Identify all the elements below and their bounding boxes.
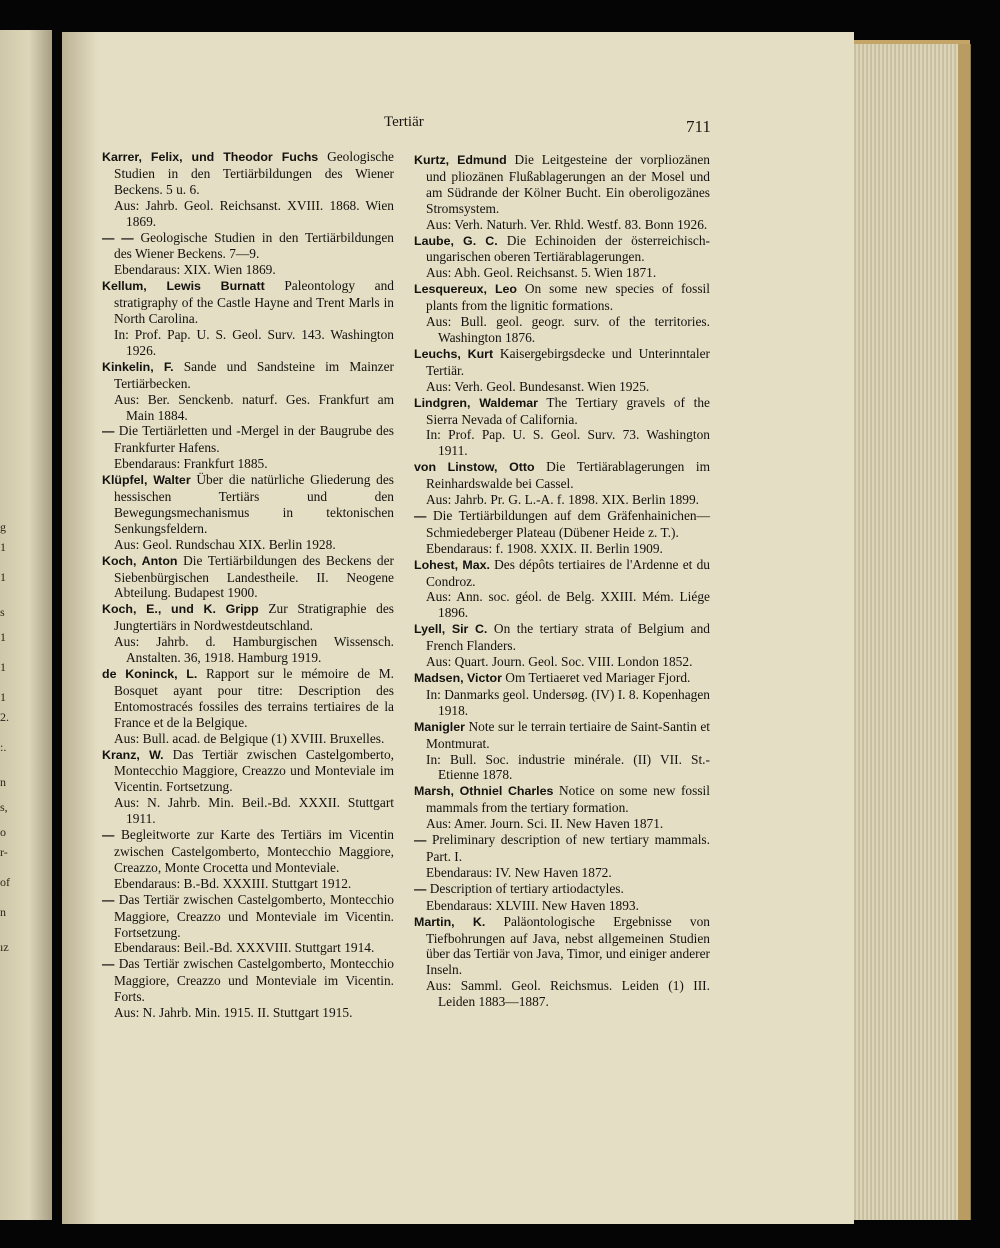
entry-source: Aus: Verh. Naturh. Ver. Rhld. Westf. 83. Bonn 1926.	[426, 216, 708, 232]
entry-title: Die Echinoiden der österreichisch-ungarischen oberen Tertiärablagerungen.	[426, 232, 710, 265]
entry-title: Die Tertiärablagerungen im Reinhardswalde bei Cassel.	[426, 459, 710, 492]
entry-author: Lyell, Sir C.	[414, 622, 488, 637]
entry-main	[102, 666, 394, 731]
entry-title: On the tertiary strata of Belgium and French Flanders.	[426, 621, 710, 654]
entry-main	[102, 359, 394, 392]
bibliography-entry	[414, 459, 710, 508]
entry-author: Martin, K.	[414, 914, 486, 929]
entry-source: In: Prof. Pap. U. S. Geol. Surv. 73. Washington 1911.	[426, 427, 710, 459]
entry-author: Koch, Anton	[102, 553, 178, 568]
bibliography-entry	[102, 892, 394, 957]
entry-main	[102, 747, 394, 796]
entry-author: Kranz, W.	[102, 747, 164, 762]
entry-source: Aus: Geol. Rundschau XIX. Berlin 1928.	[114, 536, 336, 552]
bibliography-entry	[414, 557, 710, 622]
entry-source: Aus: N. Jahrb. Min. Beil.-Bd. XXXII. Stuttgart 1911.	[114, 795, 394, 827]
bibliography-entry	[102, 827, 394, 892]
entry-source: Ebendaraus: Frankfurt 1885.	[114, 456, 268, 472]
entry-source: Aus: N. Jahrb. Min. 1915. II. Stuttgart 1915.	[114, 1005, 353, 1021]
entry-title: Zur Stratigraphie des Jungtertiärs in Nordwestdeutschland.	[114, 601, 394, 634]
previous-page-fragment: o	[0, 825, 6, 839]
entry-title: Geologische Studien in den Tertiärbildungen des Wiener Beckens. 5 u. 6.	[114, 149, 394, 197]
entry-title: Kaisergebirgsdecke und Unterinntaler Tertiär.	[426, 345, 710, 378]
previous-page-fragment: s	[0, 605, 5, 619]
entry-author: — —	[102, 230, 134, 245]
entry-main	[102, 149, 394, 198]
bibliography-entry	[414, 508, 710, 557]
entry-main	[414, 670, 710, 687]
bibliography-entry	[414, 346, 710, 395]
entry-source: Aus: Ber. Senckenb. naturf. Ges. Frankfurt am Main 1884.	[114, 391, 394, 423]
previous-page-fragment: n	[0, 905, 6, 919]
entry-title: Geologische Studien in den Tertiärbildungen des Wiener Beckens. 7—9.	[114, 229, 395, 262]
entry-author: Lesquereux, Leo	[414, 282, 517, 297]
entry-author: —	[414, 881, 427, 896]
bibliography-entry	[102, 359, 394, 424]
entry-title: Paleontology and stratigraphy of the Castle Hayne and Trent Marls in North Carolina.	[114, 278, 394, 327]
entry-main	[414, 459, 710, 492]
running-header-title: Tertiär	[384, 114, 424, 130]
bibliography-entry	[102, 956, 394, 1021]
entry-main	[414, 152, 710, 217]
bibliography-entry	[414, 395, 710, 460]
entry-source: Aus: Samml. Geol. Reichsmus. Leiden (1) III. Leiden 1883—1887.	[426, 978, 710, 1010]
bibliography-entry	[414, 621, 710, 670]
entry-source: Ebendaraus: IV. New Haven 1872.	[426, 864, 612, 880]
page-stack-edges	[852, 44, 971, 1220]
page-number: 711	[686, 117, 711, 136]
bibliography-entry	[414, 881, 710, 914]
entry-title: Preliminary description of new tertiary mammals. Part. I.	[426, 832, 710, 864]
bibliography-entry	[102, 601, 394, 666]
entry-title: Das Tertiär zwischen Castelgomberto, Montecchio Maggiore, Creazzo und Monteviale im Vicentin. Fortsetzung.	[114, 891, 394, 940]
bibliography-entry	[102, 278, 394, 359]
entry-main	[102, 892, 394, 941]
bibliography-entry	[102, 553, 394, 602]
entry-source: Ebendaraus: B.-Bd. XXXIII. Stuttgart 1912.	[114, 875, 352, 891]
entry-source: Aus: Verh. Geol. Bundesanst. Wien 1925.	[426, 378, 650, 394]
entry-source: Ebendaraus: Beil.-Bd. XXXVIII. Stuttgart 1914.	[114, 940, 375, 956]
entry-author: Kinkelin, F.	[102, 359, 174, 374]
entry-title: Des dépôts tertiaires de l'Ardenne et du Condroz.	[426, 556, 710, 589]
bibliography-entry	[414, 719, 710, 784]
entry-source: Ebendaraus: f. 1908. XXIX. II. Berlin 1909.	[426, 540, 663, 556]
bibliography-entry	[102, 423, 394, 472]
entry-title: Über die natürliche Gliederung des hessischen Tertiärs und den Bewegungsmechanismus in tektonischen Senkungsfeldern.	[114, 472, 394, 536]
entry-author: —	[102, 892, 115, 907]
bibliography-entry	[414, 281, 710, 346]
entry-author: von Linstow, Otto	[414, 460, 535, 475]
entry-title: Die Tertiärbildungen auf dem Gräfenhainichen—Schmiedeberger Plateau (Dübener Heide z. T.).	[426, 507, 710, 540]
entry-title: Das Tertiär zwischen Castelgomberto, Montecchio Maggiore, Creazzo und Monteviale im Vicentin. Forts.	[114, 956, 394, 1005]
entry-source: Aus: Abh. Geol. Reichsanst. 5. Wien 1871.	[426, 265, 657, 281]
previous-page-fragment: 1	[0, 540, 6, 554]
bibliography-entry	[102, 149, 394, 230]
entry-author: Karrer, Felix, und Theodor Fuchs	[102, 150, 319, 164]
entry-author: Kurtz, Edmund	[414, 153, 507, 167]
entry-author: Lindgren, Waldemar	[414, 395, 538, 410]
entry-title: Description of tertiary artiodactyles.	[429, 880, 624, 896]
bibliography-entry	[414, 152, 710, 233]
entry-main	[102, 278, 394, 327]
previous-page-fragment: 1	[0, 660, 6, 674]
entry-title: Begleitworte zur Karte des Tertiärs im Vicentin zwischen Castelgomberto, Montecchio Maggiore, Creazzo, Monte Crocetta und Monteviale.	[114, 827, 394, 875]
entry-source: Aus: Jahrb. Pr. G. L.-A. f. 1898. XIX. Berlin 1899.	[426, 492, 699, 508]
previous-page-fragment: 1	[0, 690, 6, 704]
entry-author: Leuchs, Kurt	[414, 346, 494, 361]
entry-source: Aus: Quart. Journ. Geol. Soc. VIII. London 1852.	[426, 654, 693, 670]
entry-main	[414, 621, 710, 654]
entry-main	[414, 914, 710, 979]
bibliography-entry	[102, 747, 394, 828]
bibliography-entry	[414, 783, 710, 832]
previous-page-fragment: :.	[0, 740, 7, 754]
entry-author: Klüpfel, Walter	[102, 473, 191, 488]
bibliography-entry	[414, 233, 710, 282]
entry-author: Marsh, Othniel Charles	[414, 784, 554, 799]
bibliography-entry	[102, 230, 394, 279]
entry-title: Om Tertiaeret ved Mariager Fjord.	[505, 670, 691, 685]
gutter-shadow	[62, 32, 98, 1224]
entry-author: —	[102, 424, 115, 439]
previous-page-fragment: of	[0, 875, 10, 889]
left-column	[102, 149, 394, 1021]
bibliography-entry	[102, 666, 394, 747]
previous-page-fragment: 1	[0, 630, 6, 644]
entry-source: Aus: Ann. soc. géol. de Belg. XXIII. Mém. Liége 1896.	[426, 589, 710, 621]
entry-source: Ebendaraus: XIX. Wien 1869.	[114, 262, 276, 278]
entry-source: Aus: Jahrb. d. Hamburgischen Wissensch. Anstalten. 36, 1918. Hamburg 1919.	[114, 634, 394, 666]
entry-title: Die Tertiärletten und -Mergel in der Baugrube des Frankfurter Hafens.	[114, 423, 394, 456]
entry-title: Note sur le terrain tertiaire de Saint-Santin et Montmurat.	[426, 718, 710, 751]
entry-main	[414, 557, 710, 590]
entry-source: Aus: Bull. acad. de Belgique (1) XVIII. Bruxelles.	[114, 730, 385, 746]
entry-main	[414, 508, 710, 541]
entry-author: Kellum, Lewis Burnatt	[102, 279, 265, 294]
bibliography-entry	[414, 670, 710, 719]
entry-author: Koch, E., und K. Gripp	[102, 602, 259, 617]
entry-main	[414, 233, 710, 266]
entry-author: Lohest, Max.	[414, 557, 490, 572]
entry-main	[414, 783, 710, 816]
entry-author: —	[414, 508, 427, 523]
entry-source: In: Bull. Soc. industrie minérale. (II) VII. St.-Etienne 1878.	[426, 751, 710, 783]
previous-page-fragment: g	[0, 520, 6, 534]
entry-source: Aus: Amer. Journ. Sci. II. New Haven 1871.	[426, 816, 664, 832]
entry-author: de Koninck, L.	[102, 667, 198, 681]
right-column	[414, 152, 710, 1010]
entry-main	[102, 553, 394, 602]
entry-author: Madsen, Victor	[414, 671, 502, 685]
entry-title: On some new species of fossil plants from the lignitic formations.	[426, 281, 710, 314]
entry-source: Aus: Jahrb. Geol. Reichsanst. XVIII. 1868. Wien 1869.	[114, 197, 394, 229]
entry-main	[102, 230, 394, 263]
entry-author: —	[414, 833, 427, 848]
entry-source: In: Danmarks geol. Undersøg. (IV) I. 8. Kopenhagen 1918.	[426, 686, 710, 718]
entry-main	[102, 423, 394, 456]
entry-title: Paläontologische Ergebnisse von Tiefbohrungen auf Java, nebst allgemeinen Studien über das Tertiär von Java, Timor, und einiger anderer Inseln.	[426, 913, 710, 978]
entry-main	[414, 281, 710, 314]
entry-author: —	[102, 957, 115, 972]
entry-title: Notice on some new fossil mammals from the tertiary formation.	[426, 783, 710, 816]
bibliography-entry	[414, 914, 710, 1010]
entry-title: Das Tertiär zwischen Castelgomberto, Montecchio Maggiore, Creazzo und Monteviale im Vicentin. Fortsetzung.	[114, 746, 394, 795]
book-spine-edge	[958, 44, 970, 1220]
entry-author: —	[102, 828, 115, 843]
previous-page-edge	[0, 30, 52, 1220]
entry-main	[414, 395, 710, 428]
entry-title: Die Leitgesteine der vorpliozänen und pliozänen Flußablagerungen an der Mosel und am Südrande der Kölner Bucht. Ein oberoligozänes Stromsystem.	[426, 152, 710, 216]
entry-title: Sande und Sandsteine im Mainzer Tertiärbecken.	[114, 358, 395, 391]
entry-source: In: Prof. Pap. U. S. Geol. Surv. 143. Washington 1926.	[114, 326, 394, 358]
entry-main	[102, 601, 394, 634]
bibliography-entry	[414, 832, 710, 881]
entry-source: Ebendaraus: XLVIII. New Haven 1893.	[426, 897, 639, 913]
entry-main	[102, 956, 394, 1005]
entry-title: Rapport sur le mémoire de M. Bosquet ayant pour titre: Description des Entomostracés fossiles des terrains tertiaires de la France et de la Belgique.	[114, 666, 394, 730]
entry-source: Aus: Bull. geol. geogr. surv. of the territories. Washington 1876.	[426, 314, 710, 345]
entry-main	[414, 346, 710, 379]
bibliography-entry	[102, 472, 394, 553]
entry-main	[414, 881, 710, 898]
previous-page-fragment: 2.	[0, 710, 9, 724]
previous-page-fragment: n	[0, 775, 6, 789]
previous-page-fragment: r-	[0, 845, 8, 859]
previous-page-fragment: ız	[0, 940, 9, 954]
entry-main	[102, 472, 394, 537]
entry-main	[414, 719, 710, 752]
entry-title: The Tertiary gravels of the Sierra Nevada of California.	[426, 394, 710, 427]
entry-author: Manigler	[414, 719, 465, 734]
previous-page-fragment: s,	[0, 800, 8, 814]
entry-main	[102, 827, 394, 876]
entry-author: Laube, G. C.	[414, 233, 498, 248]
previous-page-fragment: 1	[0, 570, 6, 584]
entry-title: Die Tertiärbildungen des Beckens der Siebenbürgischen Landestheile. II. Neogene Abteilung. Budapest 1900.	[114, 552, 394, 601]
entry-main	[414, 832, 710, 865]
